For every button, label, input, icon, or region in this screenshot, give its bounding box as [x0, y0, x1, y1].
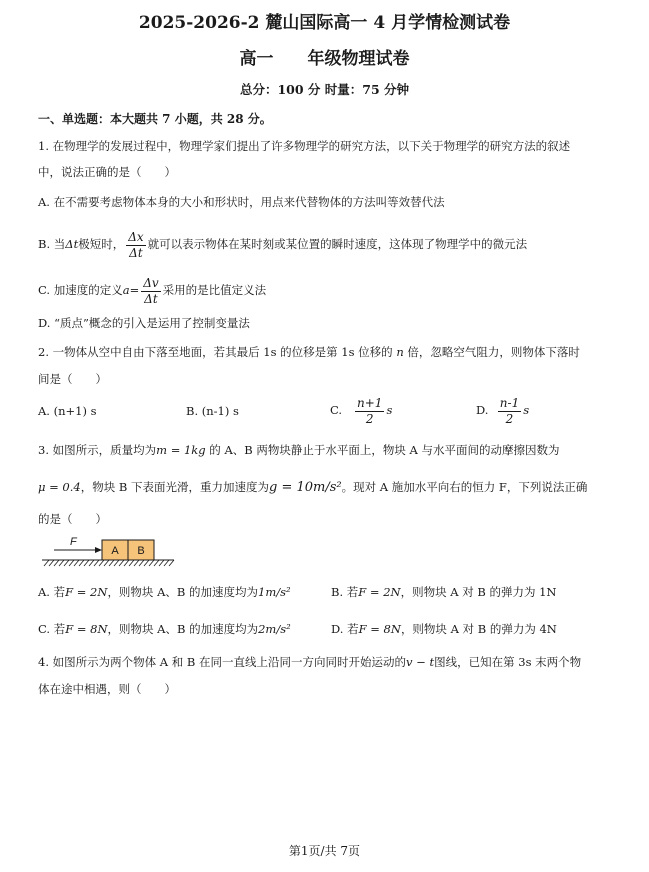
q3-a-value: 1m/s² — [258, 585, 291, 599]
q1-b-numerator: Δx — [128, 229, 144, 244]
q1-b-fraction — [126, 230, 145, 261]
q1-option-a: A. 在不需要考虑物体本身的大小和形状时，用点来代替物体的方法叫等效替代法 — [38, 195, 445, 209]
q2-d-denominator: 2 — [505, 411, 514, 426]
q3-stem-mid: ，物块 B 下表面光滑，重力加速度为 — [80, 480, 269, 494]
q3-stem-line3: 的是（ ） — [38, 512, 107, 526]
hatch-stroke — [144, 560, 149, 566]
hatch-stroke — [114, 560, 119, 566]
q3-b-suffix: ，则物块 A 对 B 的弹力为 1N — [400, 585, 557, 599]
q2-c-label: C. — [330, 403, 343, 417]
q2-d-numerator: n-1 — [499, 395, 520, 410]
subject-label: 年级物理试卷 — [307, 49, 410, 69]
hatch-stroke — [124, 560, 129, 566]
q3-c-value: 2m/s² — [258, 622, 291, 636]
hatch-stroke — [99, 560, 104, 566]
hatch-stroke — [119, 560, 124, 566]
q3-d-force: F = 8N — [358, 622, 401, 636]
q3-stem-mu: μ = 0.4 — [38, 480, 81, 494]
hatch-stroke — [94, 560, 99, 566]
q3-a-prefix: A. 若 — [38, 585, 66, 599]
q3-b-prefix: B. 若 — [331, 585, 359, 599]
q2-option-d — [476, 394, 529, 427]
q2-stem-prefix: 2. 一物体从空中自由下落至地面，若其最后 1s 的位移是第 1s 位移的 — [38, 345, 393, 359]
q1-c-prefix: C. 加速度的定义 — [38, 283, 123, 297]
q3-stem-line2 — [38, 478, 587, 497]
q1-c-fraction — [141, 276, 160, 307]
q2-d-unit: s — [523, 403, 530, 417]
q3-a-suffix: ，则物块 A、B 的加速度均为 — [107, 585, 259, 599]
q2-d-label: D. — [476, 403, 489, 417]
hatch-stroke — [49, 560, 54, 566]
q3-option-b — [331, 583, 557, 601]
page-footer: 第1页/共 7页 — [288, 844, 361, 858]
q2-c-numerator: n+1 — [357, 395, 383, 410]
q3-stem-line1 — [38, 441, 559, 459]
q3-option-d — [331, 620, 557, 638]
q1-c-suffix: 采用的是比值定义法 — [162, 283, 267, 297]
q3-stem-suffix: 的 A、B 两物块静止于水平面上，物块 A 与水平面间的动摩擦因数为 — [209, 443, 560, 457]
force-arrowhead — [95, 547, 102, 553]
q3-d-suffix: ，则物块 A 对 B 的弹力为 4N — [400, 622, 557, 636]
block-a-label: A — [111, 545, 119, 557]
exam-subtitle — [0, 44, 649, 69]
q1-b-suffix: 就可以表示物体在某时刻或某位置的瞬时速度，这体现了物理学中的微元法 — [147, 237, 528, 251]
q3-c-prefix: C. 若 — [38, 622, 66, 636]
q2-stem-line2: 间是（ ） — [38, 372, 107, 386]
hatch-stroke — [149, 560, 154, 566]
hatch-stroke — [104, 560, 109, 566]
exam-title: 2025-2026-2 麓山国际高一 4 月学情检测试卷 — [138, 13, 511, 33]
hatch-stroke — [129, 560, 134, 566]
q4-stem-vt: v − t — [406, 655, 435, 669]
q3-d-prefix: D. 若 — [331, 622, 359, 636]
q3-c-suffix: ，则物块 A、B 的加速度均为 — [107, 622, 259, 636]
q2-c-denominator: 2 — [365, 411, 374, 426]
q3-a-force: F = 2N — [65, 585, 108, 599]
hatch-stroke — [109, 560, 114, 566]
q1-b-denominator: Δt — [129, 245, 143, 260]
q2-c-unit: s — [386, 403, 393, 417]
hatch-stroke — [44, 560, 49, 566]
hatch-stroke — [69, 560, 74, 566]
q3-figure — [36, 532, 176, 568]
q1-option-c — [38, 274, 266, 307]
q1-c-numerator: Δv — [143, 275, 159, 290]
hatch-stroke — [159, 560, 164, 566]
q2-c-fraction — [355, 396, 384, 427]
q3-option-a — [38, 583, 291, 601]
q2-option-b: B. (n-1) s — [186, 404, 239, 418]
hatch-stroke — [79, 560, 84, 566]
grade-label: 高一 — [239, 49, 274, 69]
q1-c-a: a — [122, 283, 130, 297]
hatch-stroke — [139, 560, 144, 566]
q2-option-c — [330, 394, 392, 427]
q4-stem-line2: 体在途中相遇，则（ ） — [38, 682, 176, 696]
hatch-stroke — [164, 560, 169, 566]
q1-b-mid: 极短时， — [78, 237, 125, 251]
q3-c-force: F = 8N — [65, 622, 108, 636]
q4-stem-suffix: 图线，已知在第 3s 末两个物 — [434, 655, 582, 669]
q3-stem-prefix: 3. 如图所示，质量均为 — [38, 443, 157, 457]
block-b-label: B — [137, 545, 145, 557]
q4-stem-line1 — [38, 653, 581, 671]
hatch-stroke — [84, 560, 89, 566]
q4-stem-prefix: 4. 如图所示为两个物体 A 和 B 在同一直线上沿同一方向同时开始运动的 — [38, 655, 407, 669]
hatch-stroke — [169, 560, 174, 566]
hatch-stroke — [59, 560, 64, 566]
hatch-stroke — [154, 560, 159, 566]
hatch-stroke — [134, 560, 139, 566]
hatch-stroke — [64, 560, 69, 566]
q1-b-prefix: B. 当 — [38, 237, 66, 251]
hatch-stroke — [54, 560, 59, 566]
q3-b-force: F = 2N — [358, 585, 401, 599]
ground-hatching — [44, 560, 174, 566]
hatch-stroke — [89, 560, 94, 566]
q1-stem-line1: 1. 在物理学的发展过程中，物理学家们提出了许多物理学的研究方法，以下关于物理学的研究方法的叙述 — [38, 139, 571, 153]
q1-b-dt: Δt — [65, 237, 79, 251]
q2-d-fraction — [498, 396, 521, 427]
exam-meta: 总分：100 分 时量：75 分钟 — [239, 82, 410, 97]
q3-option-c — [38, 620, 291, 638]
q2-option-a: A. (n+1) s — [38, 404, 97, 418]
force-label: F — [70, 536, 77, 548]
hatch-stroke — [74, 560, 79, 566]
q2-stem-line1 — [38, 343, 580, 361]
q2-stem-suffix: 倍，忽略空气阻力，则物体下落时 — [407, 345, 580, 359]
q1-option-d: D. “质点”概念的引入是运用了控制变量法 — [38, 316, 250, 330]
q3-stem-suffix2: 。现对 A 施加水平向右的恒力 F，下列说法正确 — [341, 480, 588, 494]
section-heading: 一、单选题：本大题共 7 小题，共 28 分。 — [38, 112, 272, 126]
q2-stem-n: n — [396, 345, 404, 359]
q1-option-b — [38, 226, 527, 262]
q1-stem-line2: 中，说法正确的是（ ） — [38, 165, 176, 179]
q1-c-denominator: Δt — [144, 291, 158, 306]
q3-stem-mass: m = 1kg — [156, 443, 206, 457]
q3-stem-g: g = 10m/s² — [268, 480, 342, 495]
q1-c-eq: = — [129, 283, 140, 297]
